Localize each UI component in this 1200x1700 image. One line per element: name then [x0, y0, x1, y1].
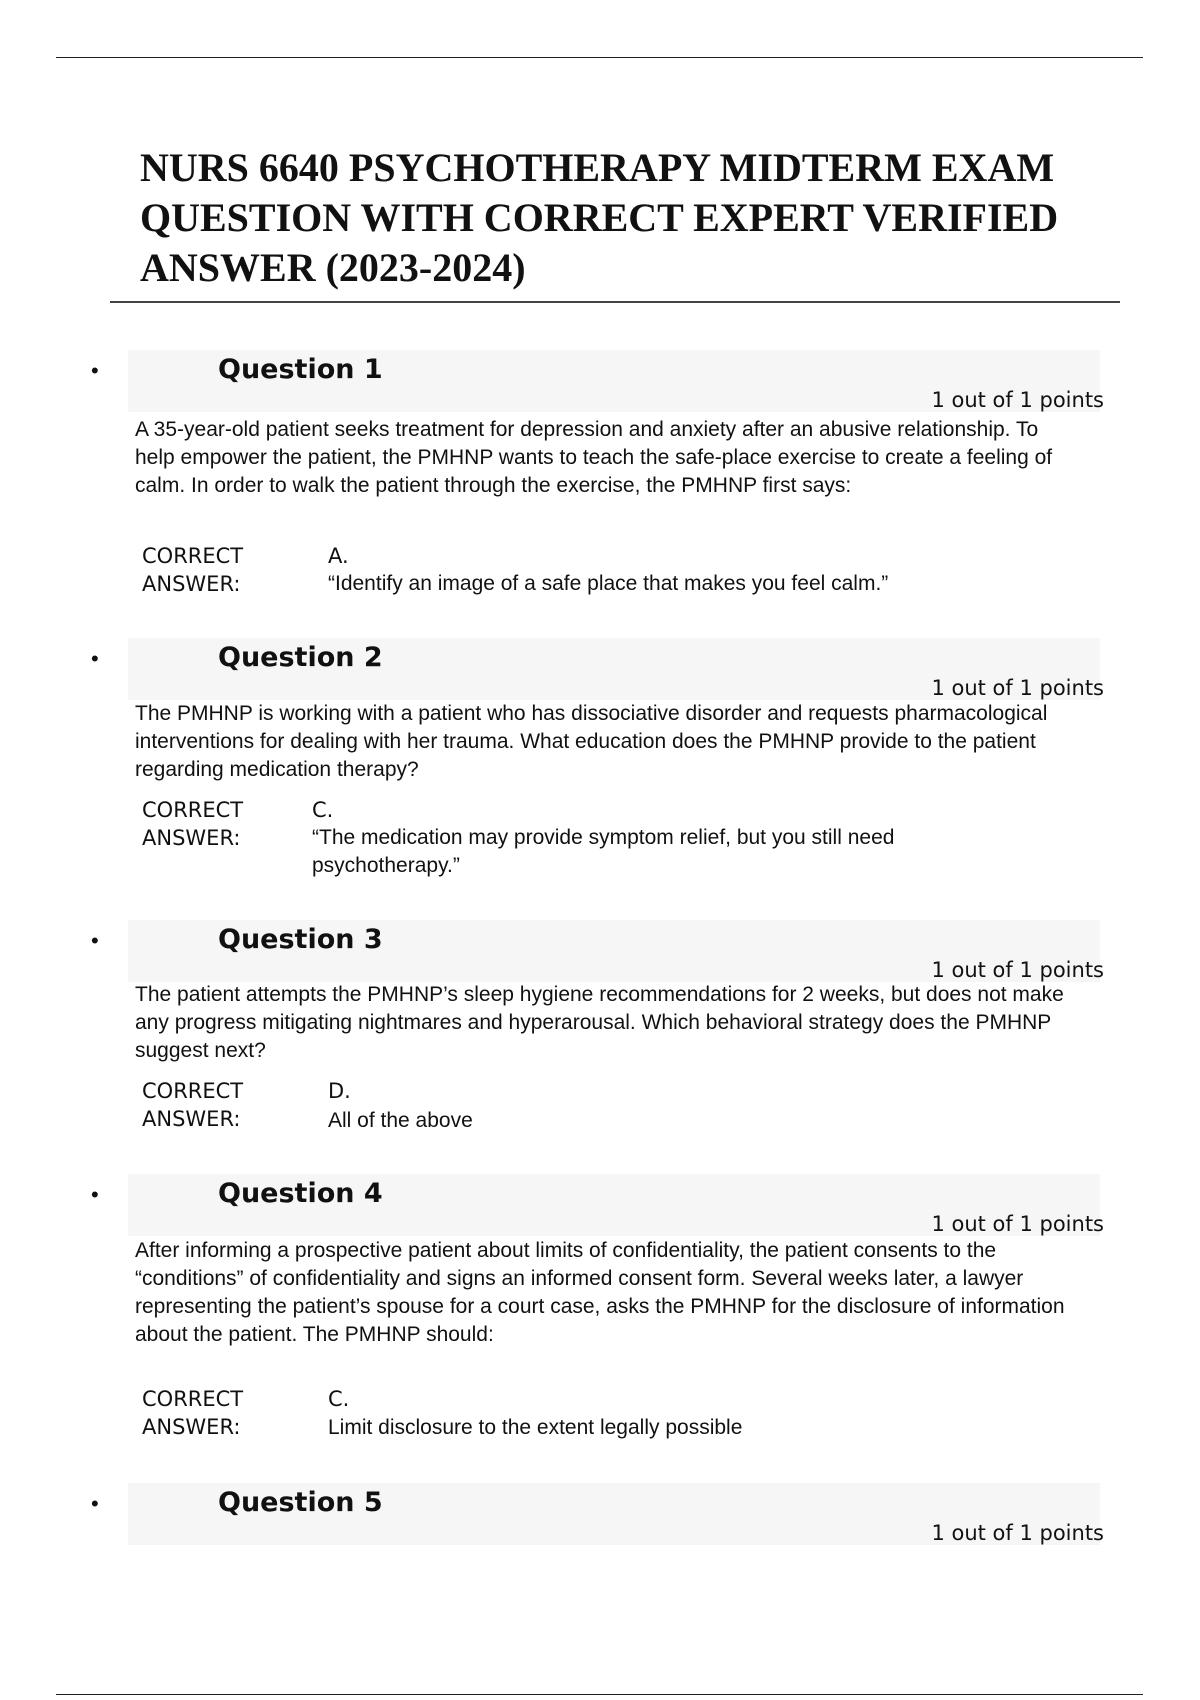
answer-text: Limit disclosure to the extent legally possible — [328, 1416, 743, 1439]
question-text: The patient attempts the PMHNP’s sleep hygiene recommendations for 2 weeks, but does not make any progress mitigating nightmares and hyperarousal. Which behavioral strategy does the PMHNP suggest next? — [135, 983, 1064, 1062]
question-points: 1 out of 1 points — [931, 1521, 1104, 1545]
question-points: 1 out of 1 points — [931, 958, 1104, 982]
bullet: • — [91, 928, 99, 953]
answer-text: “Identify an image of a safe place that makes you feel calm.” — [328, 572, 889, 595]
question-title: Question 3 — [218, 924, 383, 955]
question-title: Question 5 — [218, 1487, 383, 1518]
question-points: 1 out of 1 points — [931, 1212, 1104, 1236]
correct-answer-label: CORRECT ANSWER: — [142, 798, 244, 850]
question-title: Question 2 — [218, 642, 383, 673]
top-rule — [56, 57, 1143, 58]
bullet: • — [91, 646, 99, 671]
question-points: 1 out of 1 points — [931, 676, 1104, 700]
question-text: A 35-year-old patient seeks treatment for depression and anxiety after an abusive relationship. To help empower the patient, the PMHNP wants to teach the safe-place exercise to create a feeling of calm. In order to walk the patient through the exercise, the PMHNP first says: — [135, 418, 1053, 497]
answer-text: “The medication may provide symptom relief, but you still need psychotherapy.” — [312, 826, 895, 877]
bullet: • — [91, 358, 99, 383]
document-title: NURS 6640 PSYCHOTHERAPY MIDTERM EXAM QUESTION WITH CORRECT EXPERT VERIFIED ANSWER (2023-2024) — [140, 145, 1059, 290]
bottom-rule — [56, 1694, 1143, 1695]
answer-letter: D. — [328, 1079, 351, 1103]
answer-text: All of the above — [328, 1109, 473, 1132]
question-title: Question 1 — [218, 354, 383, 385]
correct-answer-label: CORRECT ANSWER: — [142, 1387, 244, 1439]
bullet: • — [91, 1182, 99, 1207]
question-text: The PMHNP is working with a patient who has dissociative disorder and requests pharmacological interventions for dealing with her trauma. What education does the PMHNP provide to the patient regarding medication therapy? — [135, 702, 1048, 781]
question-text: After informing a prospective patient about limits of confidentiality, the patient consents to the “conditions” of confidentiality and signs an informed consent form. Several weeks later, a lawyer representing the patient’s spouse for a court case, asks the PMHNP for the disclosure of information about the patient. The PMHNP should: — [135, 1239, 1065, 1346]
correct-answer-label: CORRECT ANSWER: — [142, 1079, 244, 1131]
answer-letter: C. — [328, 1387, 350, 1411]
question-title: Question 4 — [218, 1178, 383, 1209]
question-points: 1 out of 1 points — [931, 388, 1104, 412]
answer-letter: C. — [312, 798, 334, 822]
answer-letter: A. — [328, 544, 349, 568]
title-underline — [110, 301, 1120, 303]
correct-answer-label: CORRECT ANSWER: — [142, 544, 244, 596]
bullet: • — [91, 1491, 99, 1516]
